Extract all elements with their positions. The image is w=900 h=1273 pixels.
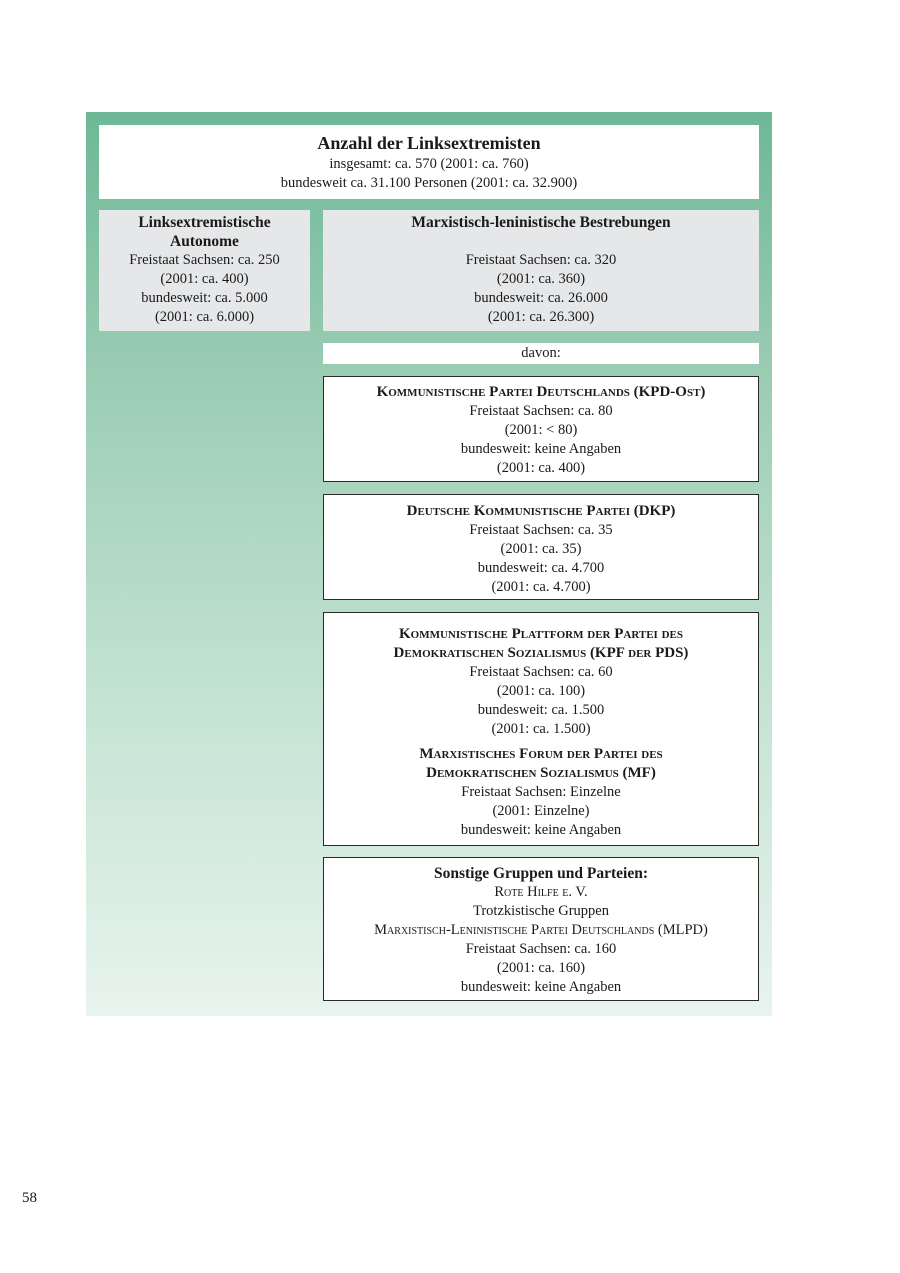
kpf-line: Freistaat Sachsen: ca. 60 [469, 664, 613, 680]
other-line: bundesweit: keine Angaben [460, 979, 622, 995]
mf-line: Freistaat Sachsen: Einzelne [461, 784, 621, 800]
dkp-title: Deutsche Kommunistische Partei (DKP) [406, 503, 676, 519]
national-line: bundesweit ca. 31.100 Personen (2001: ca. 32.900) [280, 175, 578, 191]
kpd-line: bundesweit: keine Angaben [460, 441, 622, 457]
autonome-line: bundesweit: ca. 5.000 [141, 290, 268, 306]
kpf-line: bundesweit: ca. 1.500 [477, 702, 605, 718]
kpf-title-1: Kommunistische Plattform der Partei des [399, 626, 683, 642]
autonome-title-1: Linksextremistische [138, 214, 271, 231]
trotzkist-groups: Trotzkistische Gruppen [473, 903, 609, 919]
dkp-box [323, 494, 759, 600]
other-line: Freistaat Sachsen: ca. 160 [465, 941, 617, 957]
kpf-line: (2001: ca. 100) [496, 683, 586, 699]
dkp-line: bundesweit: ca. 4.700 [477, 560, 605, 576]
total-count-box [99, 125, 759, 199]
kpf-line: (2001: ca. 1.500) [491, 721, 591, 737]
marxist-title: Marxistisch-leninistische Bestrebungen [411, 214, 671, 231]
dkp-line: (2001: ca. 35) [500, 541, 582, 557]
autonome-line: (2001: ca. 400) [160, 271, 249, 287]
dkp-line: Freistaat Sachsen: ca. 35 [469, 522, 613, 538]
mlpd: Marxistisch-Leninistische Partei Deutschlands (MLPD) [374, 922, 708, 938]
autonome-line: Freistaat Sachsen: ca. 250 [129, 252, 280, 268]
kpd-line: (2001: ca. 400) [496, 460, 586, 476]
mf-title-1: Marxistisches Forum der Partei des [419, 746, 663, 762]
marxist-leninist-box [323, 210, 759, 331]
other-line: (2001: ca. 160) [496, 960, 586, 976]
total-line: insgesamt: ca. 570 (2001: ca. 760) [329, 156, 529, 172]
rote-hilfe: Rote Hilfe e. V. [494, 884, 588, 900]
marxist-line: bundesweit: ca. 26.000 [474, 290, 608, 306]
page-number: 58 [22, 1190, 37, 1206]
davon-label: davon: [521, 345, 561, 361]
chart-title: Anzahl der Linksextremisten [317, 133, 541, 153]
other-groups-title: Sonstige Gruppen und Parteien: [433, 865, 648, 882]
mf-title-2: Demokratischen Sozialismus (MF) [426, 765, 656, 781]
kpd-line: (2001: < 80) [504, 422, 578, 438]
davon-label-box [323, 343, 759, 364]
mf-line: (2001: Einzelne) [492, 803, 590, 819]
mf-line: bundesweit: keine Angaben [460, 822, 622, 838]
kpf-title-2: Demokratischen Sozialismus (KPF der PDS) [393, 645, 689, 661]
marxist-line: (2001: ca. 26.300) [487, 309, 595, 325]
kpd-line: Freistaat Sachsen: ca. 80 [469, 403, 613, 419]
kpd-ost-box [323, 376, 759, 482]
autonome-box [99, 210, 310, 331]
other-groups-box [323, 857, 759, 1001]
kpd-title: Kommunistische Partei Deutschlands (KPD-Ost) [376, 384, 706, 400]
autonome-title-2: Autonome [170, 233, 239, 250]
dkp-line: (2001: ca. 4.700) [491, 579, 591, 595]
marxist-line: Freistaat Sachsen: ca. 320 [465, 252, 617, 268]
kpf-mf-box [323, 612, 759, 846]
marxist-line: (2001: ca. 360) [496, 271, 586, 287]
autonome-line: (2001: ca. 6.000) [154, 309, 255, 325]
